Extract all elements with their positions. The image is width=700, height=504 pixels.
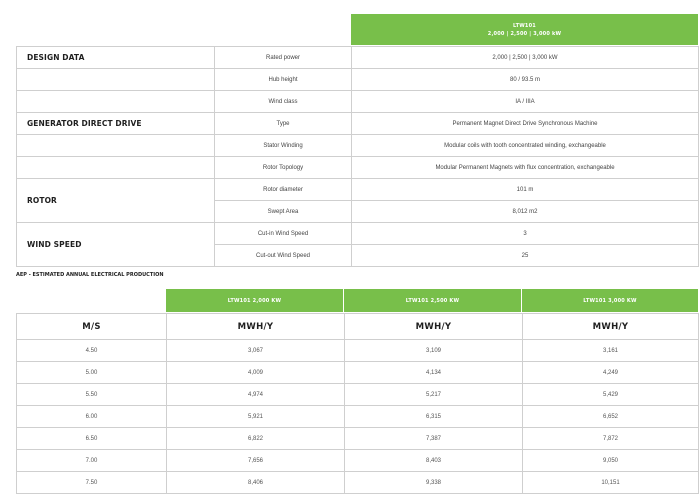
- aep-value-cell: 4,249: [523, 362, 699, 384]
- model-ratings: 2,000 | 2,500 | 3,000 kW: [487, 30, 562, 37]
- wind-speed-cell: 6.00: [17, 406, 167, 428]
- section-label: [17, 157, 215, 179]
- wind-speed-cell: 6.50: [17, 428, 167, 450]
- units-row: [17, 314, 699, 340]
- wind-speed-cell: 7.50: [17, 472, 167, 494]
- aep-value-cell: 9,050: [523, 450, 699, 472]
- spec-row: [17, 179, 699, 201]
- unit-header: M/S: [17, 314, 167, 340]
- table-row: [17, 450, 699, 472]
- section-label: WIND SPEED: [17, 223, 215, 267]
- aep-value-cell: 6,822: [167, 428, 345, 450]
- param-value: IA / IIIA: [352, 91, 699, 113]
- param-value: 8,012 m2: [352, 201, 699, 223]
- param-label: Hub height: [215, 69, 352, 91]
- section-label: [17, 69, 215, 91]
- model-name: LTW101: [513, 22, 536, 29]
- aep-value-cell: 4,974: [167, 384, 345, 406]
- aep-title: AEP - ESTIMATED ANNUAL ELECTRICAL PRODUCTION: [16, 272, 164, 278]
- aep-value-cell: 8,403: [345, 450, 523, 472]
- unit-header: MWH/Y: [167, 314, 345, 340]
- aep-value-cell: 4,009: [167, 362, 345, 384]
- param-value: 80 / 93.5 m: [352, 69, 699, 91]
- param-value: 2,000 | 2,500 | 3,000 kW: [352, 47, 699, 69]
- section-label: GENERATOR DIRECT DRIVE: [17, 113, 215, 135]
- param-label: Swept Area: [215, 201, 352, 223]
- aep-value-cell: 4,134: [345, 362, 523, 384]
- param-label: Rotor Topology: [215, 157, 352, 179]
- param-label: Rated power: [215, 47, 352, 69]
- param-label: Type: [215, 113, 352, 135]
- wind-speed-cell: 4.50: [17, 340, 167, 362]
- aep-value-cell: 3,109: [345, 340, 523, 362]
- aep-value-cell: 7,656: [167, 450, 345, 472]
- spec-row: [17, 91, 699, 113]
- spec-row: [17, 223, 699, 245]
- param-value: Modular coils with tooth concentrated winding, exchangeable: [352, 135, 699, 157]
- aep-value-cell: 5,921: [167, 406, 345, 428]
- spec-row: [17, 157, 699, 179]
- param-value: 25: [352, 245, 699, 267]
- aep-model-header: LTW101 2,000 KW: [166, 289, 343, 312]
- wind-speed-cell: 5.00: [17, 362, 167, 384]
- section-label: [17, 135, 215, 157]
- design-table-header: [351, 14, 698, 45]
- aep-table: [16, 313, 699, 494]
- table-row: [17, 472, 699, 494]
- param-label: Wind class: [215, 91, 352, 113]
- aep-value-cell: 8,406: [167, 472, 345, 494]
- aep-value-cell: 9,338: [345, 472, 523, 494]
- param-value: Modular Permanent Magnets with flux concentration, exchangeable: [352, 157, 699, 179]
- param-label: Rotor diameter: [215, 179, 352, 201]
- param-value: 3: [352, 223, 699, 245]
- aep-model-header: LTW101 2,500 KW: [344, 289, 521, 312]
- wind-speed-cell: 5.50: [17, 384, 167, 406]
- aep-value-cell: 6,315: [345, 406, 523, 428]
- design-data-table: [16, 46, 699, 267]
- section-label: [17, 91, 215, 113]
- param-value: Permanent Magnet Direct Drive Synchronous Machine: [352, 113, 699, 135]
- aep-value-cell: 5,429: [523, 384, 699, 406]
- spec-row: [17, 135, 699, 157]
- table-row: [17, 428, 699, 450]
- param-label: Cut-out Wind Speed: [215, 245, 352, 267]
- section-label: ROTOR: [17, 179, 215, 223]
- aep-value-cell: 7,872: [523, 428, 699, 450]
- aep-value-cell: 10,151: [523, 472, 699, 494]
- param-label: Cut-in Wind Speed: [215, 223, 352, 245]
- table-row: [17, 340, 699, 362]
- section-label: DESIGN DATA: [17, 47, 215, 69]
- table-row: [17, 384, 699, 406]
- param-value: 101 m: [352, 179, 699, 201]
- aep-value-cell: 6,652: [523, 406, 699, 428]
- aep-value-cell: 3,161: [523, 340, 699, 362]
- spec-row: [17, 113, 699, 135]
- aep-value-cell: 3,067: [167, 340, 345, 362]
- table-row: [17, 362, 699, 384]
- aep-value-cell: 5,217: [345, 384, 523, 406]
- param-label: Stator Winding: [215, 135, 352, 157]
- aep-model-header: LTW101 3,000 KW: [522, 289, 698, 312]
- unit-header: MWH/Y: [345, 314, 523, 340]
- spec-row: [17, 69, 699, 91]
- wind-speed-cell: 7.00: [17, 450, 167, 472]
- spec-row: [17, 47, 699, 69]
- unit-header: MWH/Y: [523, 314, 699, 340]
- aep-value-cell: 7,387: [345, 428, 523, 450]
- table-row: [17, 406, 699, 428]
